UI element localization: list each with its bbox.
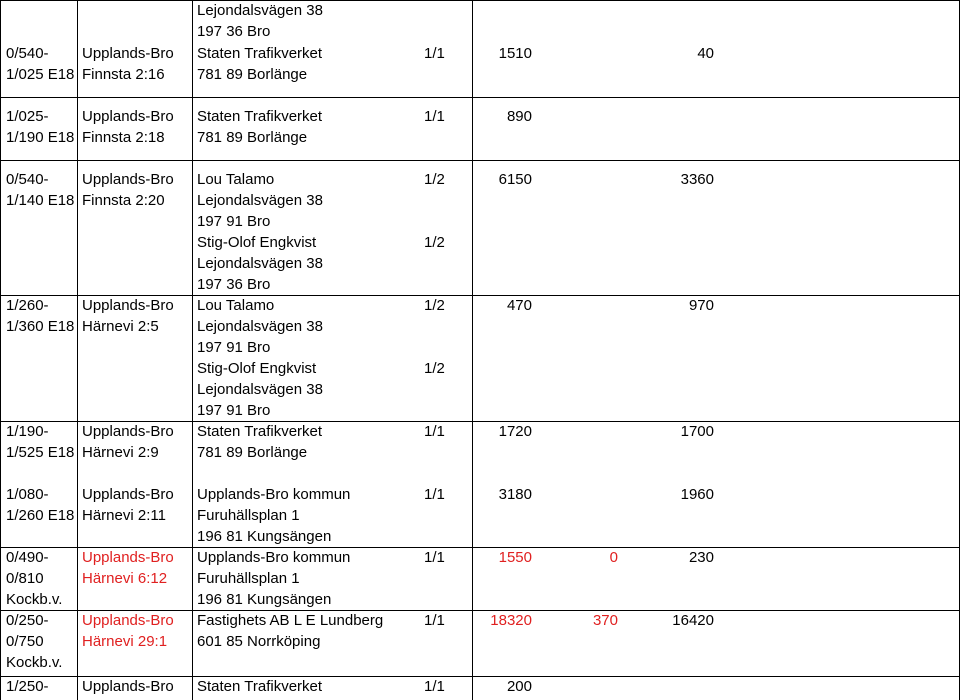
km-cell bbox=[6, 610, 76, 673]
property-cell-line: Finnsta 2:16 bbox=[82, 66, 165, 83]
owner-cell-line: 197 36 Bro bbox=[197, 23, 271, 40]
owner-cell-line: Lejondalsvägen 38 bbox=[197, 255, 323, 272]
property-cell-line: Upplands-Bro bbox=[82, 423, 174, 440]
property-cell bbox=[82, 169, 192, 211]
owner-cell-line: 781 89 Borlänge bbox=[197, 444, 308, 461]
value-2-cell: 0 bbox=[609, 549, 618, 566]
owner-cell-line: Fastighets AB L E Lundberg bbox=[197, 612, 384, 629]
owner-cell-line: Lejondalsvägen 38 bbox=[197, 2, 323, 19]
km-cell-line: 1/025- bbox=[6, 108, 49, 125]
share-cell-line: 1/1 bbox=[424, 678, 445, 695]
value-3-cell: 230 bbox=[688, 549, 714, 566]
owner-cell-line: 781 89 Borlänge bbox=[197, 66, 308, 83]
owner-cell-line: 196 81 Kungsängen bbox=[197, 528, 332, 545]
owner-cell-line: Upplands-Bro kommun bbox=[197, 486, 351, 503]
owner-cell-line: Staten Trafikverket bbox=[197, 108, 323, 125]
value-1-cell: 470 bbox=[506, 297, 532, 314]
property-cell bbox=[82, 43, 192, 85]
property-cell-line: Upplands-Bro bbox=[82, 486, 174, 503]
value-2-cell: 370 bbox=[592, 612, 618, 629]
property-cell-line: Upplands-Bro bbox=[82, 171, 174, 188]
share-cell bbox=[424, 484, 458, 505]
km-cell-line: 0/250- bbox=[6, 612, 49, 629]
share-cell-line: 1/1 bbox=[424, 486, 445, 503]
owner-cell-line: Lejondalsvägen 38 bbox=[197, 381, 323, 398]
value-3-cell: 1960 bbox=[680, 486, 714, 503]
km-cell-line: 0/540- bbox=[6, 171, 49, 188]
owner-cell bbox=[197, 106, 417, 148]
km-cell bbox=[6, 484, 76, 526]
owner-cell-line: Furuhällsplan 1 bbox=[197, 570, 300, 587]
value-1-cell: 1550 bbox=[498, 549, 532, 566]
share-cell bbox=[424, 547, 458, 568]
owner-cell-line: Staten Trafikverket bbox=[197, 678, 323, 695]
property-cell-line: Härnevi 2:5 bbox=[82, 318, 159, 335]
km-cell-line: Kockb.v. bbox=[6, 654, 63, 671]
property-cell bbox=[82, 547, 192, 589]
km-cell-line: 1/190- bbox=[6, 423, 49, 440]
km-cell bbox=[6, 547, 76, 610]
share-cell bbox=[424, 610, 458, 631]
owner-cell-line: Upplands-Bro kommun bbox=[197, 549, 351, 566]
column-divider bbox=[0, 0, 1, 700]
share-cell-line: 1/1 bbox=[424, 423, 445, 440]
owner-cell bbox=[197, 547, 417, 610]
property-cell bbox=[82, 484, 192, 526]
km-cell bbox=[6, 295, 76, 337]
value-3-cell: 1700 bbox=[680, 423, 714, 440]
share-cell-line: 1/2 bbox=[424, 234, 445, 251]
km-cell-line: 1/140 E18 bbox=[6, 192, 75, 209]
share-cell bbox=[424, 676, 458, 697]
km-cell-line: 0/750 bbox=[6, 633, 44, 650]
property-cell-line: Upplands-Bro bbox=[82, 678, 174, 695]
owner-cell bbox=[197, 43, 417, 85]
property-cell-line: Upplands-Bro bbox=[82, 612, 174, 629]
share-cell-line: 1/2 bbox=[424, 297, 445, 314]
km-cell-line: 1/080- bbox=[6, 486, 49, 503]
owner-cell-line: 781 89 Borlänge bbox=[197, 129, 308, 146]
value-1-cell: 18320 bbox=[490, 612, 532, 629]
value-3-cell: 970 bbox=[688, 297, 714, 314]
row-divider bbox=[0, 97, 960, 98]
property-cell-line: Härnevi 29:1 bbox=[82, 633, 168, 650]
owner-cell-line: Lejondalsvägen 38 bbox=[197, 318, 323, 335]
km-cell bbox=[6, 676, 76, 697]
km-cell-line: 1/250- bbox=[6, 678, 49, 695]
value-3-cell: 3360 bbox=[680, 171, 714, 188]
property-cell bbox=[82, 610, 192, 652]
km-cell bbox=[6, 43, 76, 85]
owner-cell bbox=[197, 169, 417, 295]
property-cell-line: Finnsta 2:18 bbox=[82, 129, 165, 146]
owner-cell-line: 197 91 Bro bbox=[197, 402, 271, 419]
owner-cell-line: Stig-Olof Engkvist bbox=[197, 234, 317, 251]
property-cell-line: Finnsta 2:20 bbox=[82, 192, 165, 209]
owner-cell-line: Lejondalsvägen 38 bbox=[197, 192, 323, 209]
share-cell-line bbox=[424, 316, 458, 337]
share-cell bbox=[424, 421, 458, 442]
km-cell bbox=[6, 106, 76, 148]
owner-cell-line: 601 85 Norrköping bbox=[197, 633, 321, 650]
km-cell-line: 1/025 E18 bbox=[6, 66, 75, 83]
property-cell-line: Upplands-Bro bbox=[82, 45, 174, 62]
share-cell-line: 1/1 bbox=[424, 549, 445, 566]
column-divider bbox=[77, 0, 78, 700]
owner-cell bbox=[197, 421, 417, 463]
owner-cell-line: 197 91 Bro bbox=[197, 339, 271, 356]
value-3-cell: 16420 bbox=[672, 612, 714, 629]
property-cell bbox=[82, 106, 192, 148]
km-cell-line: 0/540- bbox=[6, 45, 49, 62]
share-cell bbox=[424, 295, 458, 379]
owner-cell-line: Staten Trafikverket bbox=[197, 423, 323, 440]
value-1-cell: 3180 bbox=[498, 486, 532, 503]
owner-cell bbox=[197, 295, 417, 421]
km-cell-line: 0/810 bbox=[6, 570, 44, 587]
column-divider bbox=[192, 0, 193, 700]
property-cell-line: Härnevi 2:9 bbox=[82, 444, 159, 461]
owner-cell bbox=[197, 610, 417, 652]
property-cell bbox=[82, 676, 192, 697]
share-cell-line: 1/1 bbox=[424, 612, 445, 629]
km-cell-line: 1/360 E18 bbox=[6, 318, 75, 335]
km-cell bbox=[6, 421, 76, 463]
property-cell-line: Upplands-Bro bbox=[82, 549, 174, 566]
owner-cell-line: Lou Talamo bbox=[197, 297, 275, 314]
owner-cell-line: Furuhällsplan 1 bbox=[197, 507, 300, 524]
share-cell-line: 1/2 bbox=[424, 360, 445, 377]
owner-cell-line: Staten Trafikverket bbox=[197, 45, 323, 62]
owner-cell bbox=[197, 484, 417, 547]
share-cell-line bbox=[424, 211, 458, 232]
owner-cell bbox=[197, 0, 417, 42]
property-cell-line: Härnevi 2:11 bbox=[82, 507, 166, 524]
share-cell bbox=[424, 43, 458, 64]
owner-cell bbox=[197, 676, 417, 697]
property-cell bbox=[82, 421, 192, 463]
km-cell-line: Kockb.v. bbox=[6, 591, 63, 608]
value-1-cell: 200 bbox=[506, 678, 532, 695]
value-3-cell: 40 bbox=[697, 45, 714, 62]
km-cell-line: 1/260- bbox=[6, 297, 49, 314]
share-cell-line bbox=[424, 337, 458, 358]
share-cell-line: 1/1 bbox=[424, 45, 445, 62]
property-cell bbox=[82, 295, 192, 337]
owner-cell-line: Lou Talamo bbox=[197, 171, 275, 188]
km-cell-line: 1/190 E18 bbox=[6, 129, 75, 146]
property-cell-line: Upplands-Bro bbox=[82, 108, 174, 125]
value-1-cell: 1720 bbox=[498, 423, 532, 440]
share-cell-line: 1/1 bbox=[424, 108, 445, 125]
row-divider bbox=[0, 160, 960, 161]
value-1-cell: 6150 bbox=[498, 171, 532, 188]
value-1-cell: 890 bbox=[506, 108, 532, 125]
owner-cell-line: 197 36 Bro bbox=[197, 276, 271, 293]
km-cell-line: 0/490- bbox=[6, 549, 49, 566]
row-divider bbox=[0, 0, 960, 1]
property-cell-line: Upplands-Bro bbox=[82, 297, 174, 314]
owner-cell-line: 197 91 Bro bbox=[197, 213, 271, 230]
share-cell bbox=[424, 169, 458, 253]
km-cell-line: 1/525 E18 bbox=[6, 444, 75, 461]
value-1-cell: 1510 bbox=[498, 45, 532, 62]
share-cell-line bbox=[424, 190, 458, 211]
share-cell-line: 1/2 bbox=[424, 171, 445, 188]
share-cell bbox=[424, 106, 458, 127]
property-cell-line: Härnevi 6:12 bbox=[82, 570, 168, 587]
column-divider bbox=[472, 0, 473, 700]
km-cell bbox=[6, 169, 76, 211]
km-cell-line: 1/260 E18 bbox=[6, 507, 75, 524]
owner-cell-line: 196 81 Kungsängen bbox=[197, 591, 332, 608]
owner-cell-line: Stig-Olof Engkvist bbox=[197, 360, 317, 377]
